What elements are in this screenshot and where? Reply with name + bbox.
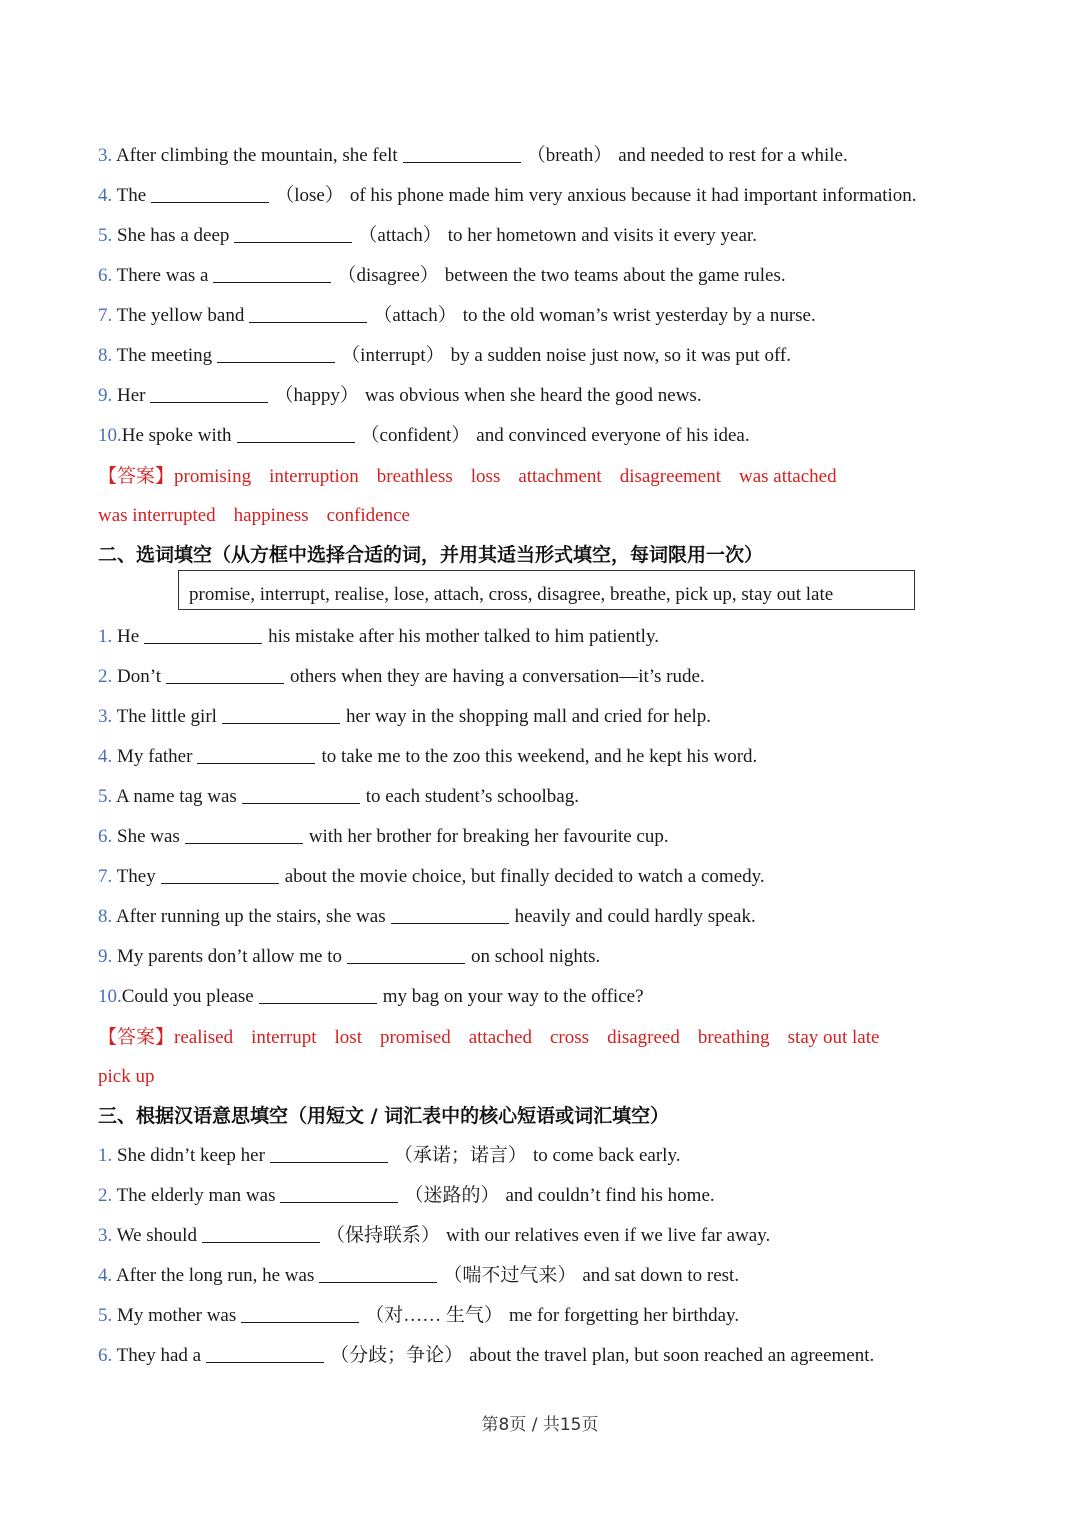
question bbox=[98, 857, 1020, 897]
question bbox=[98, 617, 1020, 657]
hint: （interrupt） bbox=[341, 345, 445, 366]
answer-item: confidence bbox=[326, 505, 410, 526]
answer-blank[interactable] bbox=[206, 1340, 324, 1363]
question-number: 4. bbox=[98, 185, 113, 206]
answer-blank[interactable] bbox=[166, 661, 284, 684]
question-number: 8. bbox=[98, 345, 113, 366]
question-text: He spoke with bbox=[121, 425, 232, 446]
question-number: 5. bbox=[98, 1305, 113, 1326]
answer-blank[interactable] bbox=[270, 1140, 388, 1163]
question-text: My father bbox=[117, 746, 193, 767]
question-text: The meeting bbox=[116, 345, 213, 366]
answer-item: attachment bbox=[518, 466, 602, 487]
answer-item: breathing bbox=[697, 1027, 770, 1048]
question-number: 2. bbox=[98, 1185, 113, 1206]
question-number: 9. bbox=[98, 946, 113, 967]
question-number: 2. bbox=[98, 666, 113, 687]
question-text: They bbox=[116, 866, 156, 887]
hint: （attach） bbox=[358, 225, 442, 246]
question bbox=[98, 1176, 1020, 1216]
answer-blank[interactable] bbox=[151, 180, 269, 203]
answer-blank[interactable] bbox=[185, 821, 303, 844]
question-number: 8. bbox=[98, 906, 113, 927]
hint: （承诺；诺言） bbox=[393, 1145, 527, 1166]
question-text: After climbing the mountain, she felt bbox=[115, 145, 398, 166]
question bbox=[98, 657, 1020, 697]
answer-blank[interactable] bbox=[259, 981, 377, 1004]
question-text: The bbox=[116, 185, 147, 206]
question bbox=[98, 176, 1020, 216]
question bbox=[98, 697, 1020, 737]
answer-item: loss bbox=[470, 466, 501, 487]
question-text: She was bbox=[117, 826, 180, 847]
question-text: others when they are having a conversation—it’s rude. bbox=[289, 666, 705, 687]
hint: （attach） bbox=[373, 305, 457, 326]
question-text: We should bbox=[116, 1225, 197, 1246]
answer-item: pick up bbox=[98, 1066, 155, 1087]
question-number: 4. bbox=[98, 746, 113, 767]
answer-item: promised bbox=[379, 1027, 451, 1048]
answer-item: cross bbox=[550, 1027, 590, 1048]
hint: （保持联系） bbox=[325, 1225, 440, 1246]
question-text: My parents don’t allow me to bbox=[117, 946, 342, 967]
question-text: Don’t bbox=[117, 666, 161, 687]
question-number: 1. bbox=[98, 1145, 113, 1166]
question-text: to her hometown and visits it every year. bbox=[447, 225, 757, 246]
question bbox=[98, 416, 1020, 456]
question-text: The little girl bbox=[116, 706, 217, 727]
section-heading: 三、根据汉语意思填空（用短文 / 词汇表中的核心短语或词汇填空） bbox=[98, 1105, 670, 1127]
question bbox=[98, 376, 1020, 416]
question-number: 6. bbox=[98, 265, 113, 286]
question-text: of his phone made him very anxious because it had important information. bbox=[349, 185, 917, 206]
question-text: his mistake after his mother talked to him patiently. bbox=[268, 626, 659, 647]
question bbox=[98, 897, 1020, 937]
answer-item: disagreement bbox=[619, 466, 721, 487]
question-text: to the old woman’s wrist yesterday by a nurse. bbox=[462, 305, 816, 326]
question-number: 5. bbox=[98, 786, 113, 807]
question-number: 3. bbox=[98, 1225, 113, 1246]
question-text: between the two teams about the game rules. bbox=[444, 265, 786, 286]
question bbox=[98, 256, 1020, 296]
question bbox=[98, 216, 1020, 256]
question bbox=[98, 1216, 1020, 1256]
answer-blank[interactable] bbox=[403, 140, 521, 163]
answer-item: was interrupted bbox=[98, 505, 216, 526]
question-text: She has a deep bbox=[117, 225, 230, 246]
question-number: 3. bbox=[98, 145, 113, 166]
answer-blank[interactable] bbox=[217, 340, 335, 363]
question-number: 7. bbox=[98, 866, 113, 887]
answer-blank[interactable] bbox=[197, 741, 315, 764]
question bbox=[98, 1296, 1020, 1336]
question-text: to come back early. bbox=[532, 1145, 681, 1166]
question bbox=[98, 977, 1020, 1017]
question-text: to take me to the zoo this weekend, and he kept his word. bbox=[321, 746, 758, 767]
question-text: and couldn’t find his home. bbox=[505, 1185, 715, 1206]
answer-item: attached bbox=[468, 1027, 532, 1048]
answer-label: 【答案】 bbox=[98, 465, 175, 487]
answer-blank[interactable] bbox=[234, 220, 352, 243]
question-text: about the movie choice, but finally decided to watch a comedy. bbox=[284, 866, 765, 887]
question-text: After the long run, he was bbox=[115, 1265, 315, 1286]
question-text: on school nights. bbox=[470, 946, 601, 967]
question-text: He bbox=[117, 626, 140, 647]
question bbox=[98, 1136, 1020, 1176]
question bbox=[98, 296, 1020, 336]
question-text: The elderly man was bbox=[116, 1185, 276, 1206]
answer-blank[interactable] bbox=[391, 901, 509, 924]
question-number: 3. bbox=[98, 706, 113, 727]
question-text: My mother was bbox=[117, 1305, 237, 1326]
question bbox=[98, 136, 1020, 176]
answer-blank[interactable] bbox=[347, 941, 465, 964]
answer-blank[interactable] bbox=[319, 1260, 437, 1283]
answer-item: stay out late bbox=[787, 1027, 880, 1048]
answer-label: 【答案】 bbox=[98, 1026, 175, 1048]
question-text: She didn’t keep her bbox=[117, 1145, 265, 1166]
question-text: and needed to rest for a while. bbox=[618, 145, 848, 166]
answer-item: realised bbox=[174, 1027, 234, 1048]
question bbox=[98, 817, 1020, 857]
answer-key-continued bbox=[98, 1057, 1020, 1097]
answer-item: interruption bbox=[269, 466, 359, 487]
hint: （对…… 生气） bbox=[365, 1305, 504, 1326]
question-text: and sat down to rest. bbox=[582, 1265, 740, 1286]
question-number: 10. bbox=[98, 986, 122, 1007]
hint: （happy） bbox=[274, 385, 359, 406]
answer-blank[interactable] bbox=[202, 1220, 320, 1243]
answer-blank[interactable] bbox=[241, 1300, 359, 1323]
question bbox=[98, 737, 1020, 777]
question-number: 10. bbox=[98, 425, 122, 446]
answer-key bbox=[98, 1017, 1020, 1057]
question-number: 4. bbox=[98, 1265, 113, 1286]
answer-blank[interactable] bbox=[144, 621, 262, 644]
section-heading: 二、选词填空（从方框中选择合适的词，并用其适当形式填空，每词限用一次） bbox=[98, 544, 764, 566]
question bbox=[98, 1336, 1020, 1376]
question-text: with our relatives even if we live far away. bbox=[445, 1225, 771, 1246]
question-text: There was a bbox=[116, 265, 209, 286]
answer-item: was attached bbox=[739, 466, 837, 487]
answer-blank[interactable] bbox=[249, 300, 367, 323]
answer-blank[interactable] bbox=[242, 781, 360, 804]
answer-item: disagreed bbox=[607, 1027, 680, 1048]
question-text: was obvious when she heard the good news. bbox=[364, 385, 702, 406]
question-text: They had a bbox=[116, 1345, 202, 1366]
answer-blank[interactable] bbox=[150, 380, 268, 403]
answer-item: breathless bbox=[376, 466, 453, 487]
question-text: The yellow band bbox=[116, 305, 245, 326]
question-text: about the travel plan, but soon reached an agreement. bbox=[469, 1345, 875, 1366]
answer-key bbox=[98, 456, 1020, 496]
hint: （confident） bbox=[360, 425, 471, 446]
hint: （分歧；争论） bbox=[330, 1345, 464, 1366]
answer-item: happiness bbox=[233, 505, 309, 526]
hint: （lose） bbox=[275, 185, 344, 206]
question-number: 6. bbox=[98, 826, 113, 847]
question-number: 9. bbox=[98, 385, 113, 406]
question bbox=[98, 336, 1020, 376]
question-text: A name tag was bbox=[115, 786, 237, 807]
question-number: 7. bbox=[98, 305, 113, 326]
question-text: her way in the shopping mall and cried for help. bbox=[345, 706, 712, 727]
question-text: heavily and could hardly speak. bbox=[514, 906, 756, 927]
question-text: Could you please bbox=[121, 986, 254, 1007]
question bbox=[98, 1256, 1020, 1296]
hint: （喘不过气来） bbox=[443, 1265, 577, 1286]
answer-blank[interactable] bbox=[213, 260, 331, 283]
question-text: me for forgetting her birthday. bbox=[509, 1305, 740, 1326]
question-number: 1. bbox=[98, 626, 113, 647]
word-box: promise, interrupt, realise, lose, attach, cross, disagree, breathe, pick up, stay out late bbox=[178, 570, 915, 610]
question-text: my bag on your way to the office? bbox=[382, 986, 644, 1007]
answer-blank[interactable] bbox=[280, 1180, 398, 1203]
question bbox=[98, 777, 1020, 817]
question-text: by a sudden noise just now, so it was put off. bbox=[450, 345, 792, 366]
page-footer: 第8页 / 共15页 bbox=[481, 1415, 599, 1435]
answer-blank[interactable] bbox=[161, 861, 279, 884]
hint: （breath） bbox=[526, 145, 613, 166]
answer-item: lost bbox=[334, 1027, 362, 1048]
answer-item: interrupt bbox=[251, 1027, 317, 1048]
answer-blank[interactable] bbox=[237, 420, 355, 443]
question-number: 5. bbox=[98, 225, 113, 246]
hint: （迷路的） bbox=[404, 1185, 500, 1206]
question-number: 6. bbox=[98, 1345, 113, 1366]
question-text: and convinced everyone of his idea. bbox=[476, 425, 750, 446]
answer-key-continued bbox=[98, 496, 1020, 536]
answer-blank[interactable] bbox=[222, 701, 340, 724]
question-text: to each student’s schoolbag. bbox=[365, 786, 579, 807]
hint: （disagree） bbox=[337, 265, 439, 286]
question-text: After running up the stairs, she was bbox=[115, 906, 386, 927]
question-text: Her bbox=[117, 385, 146, 406]
question-text: with her brother for breaking her favourite cup. bbox=[308, 826, 669, 847]
answer-item: promising bbox=[174, 466, 252, 487]
question bbox=[98, 937, 1020, 977]
